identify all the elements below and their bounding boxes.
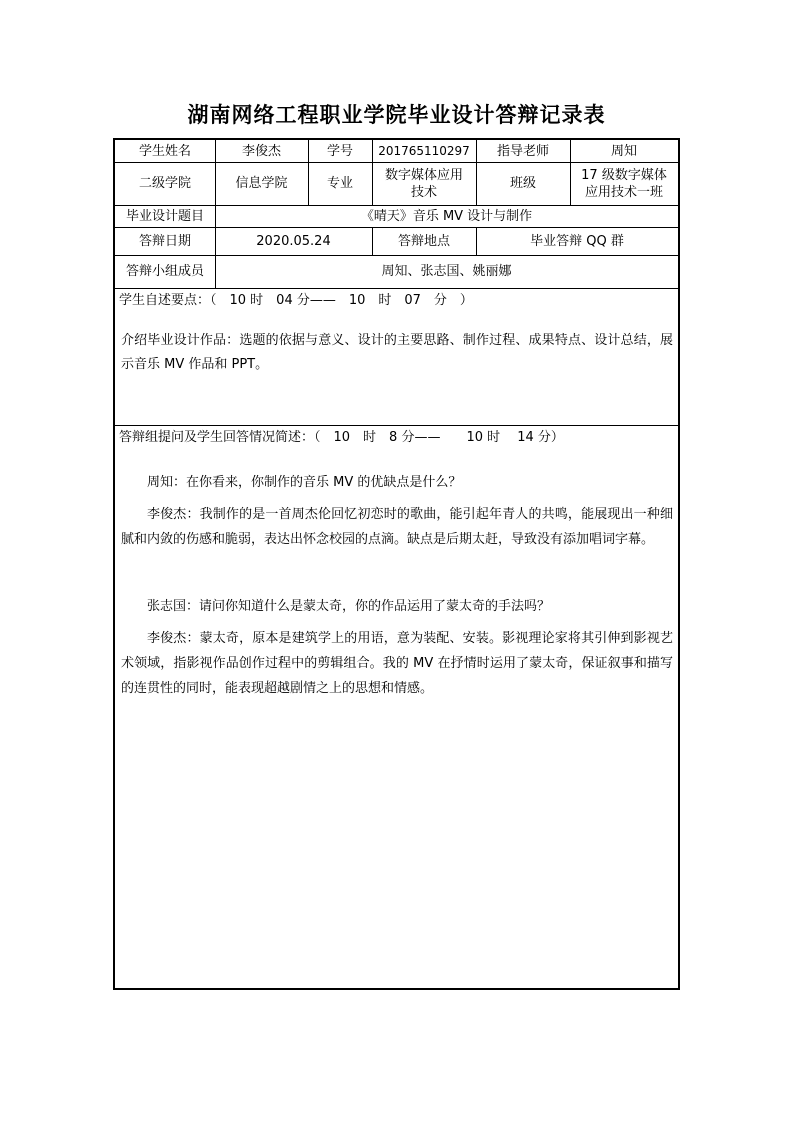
place-label: 答辩地点 [397, 233, 450, 249]
qa-paragraph: 李俊杰：蒙太奇，原本是建筑学上的用语，意为装配、安装。影视理论家将其引伸到影视艺术领域，指影视作品创作过程中的剪辑组合。我的 MV 在抒情时运用了蒙太奇，保证叙事和描写的连贯性的同时，能表现超越剧情之上的思想和情感。 [121, 631, 673, 696]
class-value [570, 162, 678, 205]
members-label: 答辩小组成员 [125, 264, 204, 279]
self-statement-body: 介绍毕业设计作品：选题的依据与意义、设计的主要思路、制作过程、成果特点、设计总结，展示音乐 MV 作品和 PPT。 [121, 333, 673, 372]
class-line-1: 17 级数字媒体 [581, 167, 667, 183]
qa-paragraph: 周知：在你看来，你制作的音乐 MV 的优缺点是什么？ [147, 475, 462, 490]
qa-header: 答辩组提问及学生回答情况简述：（ 10 时 8 分—— 10 时 14 分） [119, 430, 564, 445]
defense-record-table [113, 138, 680, 990]
advisor-label: 指导老师 [496, 143, 549, 159]
qa-paragraph: 张志国：请问你知道什么是蒙太奇，你的作品运用了蒙太奇的手法吗？ [147, 599, 551, 614]
student-name-label: 学生姓名 [138, 143, 191, 159]
class-line-2: 应用技术一班 [584, 184, 663, 200]
page-title: 湖南网络工程职业学院毕业设计答辩记录表 [187, 103, 606, 127]
major-value [372, 162, 476, 205]
members-value: 周知、张志国、姚丽娜 [381, 264, 512, 279]
student-id-value: 201765110297 [378, 143, 470, 158]
major-line-2: 技术 [410, 184, 437, 200]
place-value: 毕业答辩 QQ 群 [530, 233, 624, 249]
major-line-1: 数字媒体应用 [384, 167, 463, 183]
topic-label: 毕业设计题目 [125, 208, 204, 224]
student-name-value: 李俊杰 [241, 143, 281, 159]
class-label: 班级 [509, 176, 536, 191]
date-value: 2020.05.24 [256, 233, 331, 249]
advisor-value: 周知 [610, 143, 637, 159]
college-value: 信息学院 [235, 176, 288, 191]
date-label: 答辩日期 [138, 233, 191, 249]
major-label: 专业 [326, 176, 353, 191]
qa-paragraph: 李俊杰：我制作的是一首周杰伦回忆初恋时的歌曲，能引起年青人的共鸣，能展现出一种细腻和内敛的伤感和脆弱，表达出怀念校园的点滴。缺点是后期太赶，导致没有添加唱词字幕。 [121, 507, 673, 547]
college-label: 二级学院 [138, 176, 191, 191]
topic-value: 《晴天》音乐 MV 设计与制作 [360, 208, 533, 224]
self-statement-header: 学生自述要点：（ 10 时 04 分—— 10 时 07 分 ） [119, 293, 473, 308]
student-id-label: 学号 [326, 143, 353, 159]
